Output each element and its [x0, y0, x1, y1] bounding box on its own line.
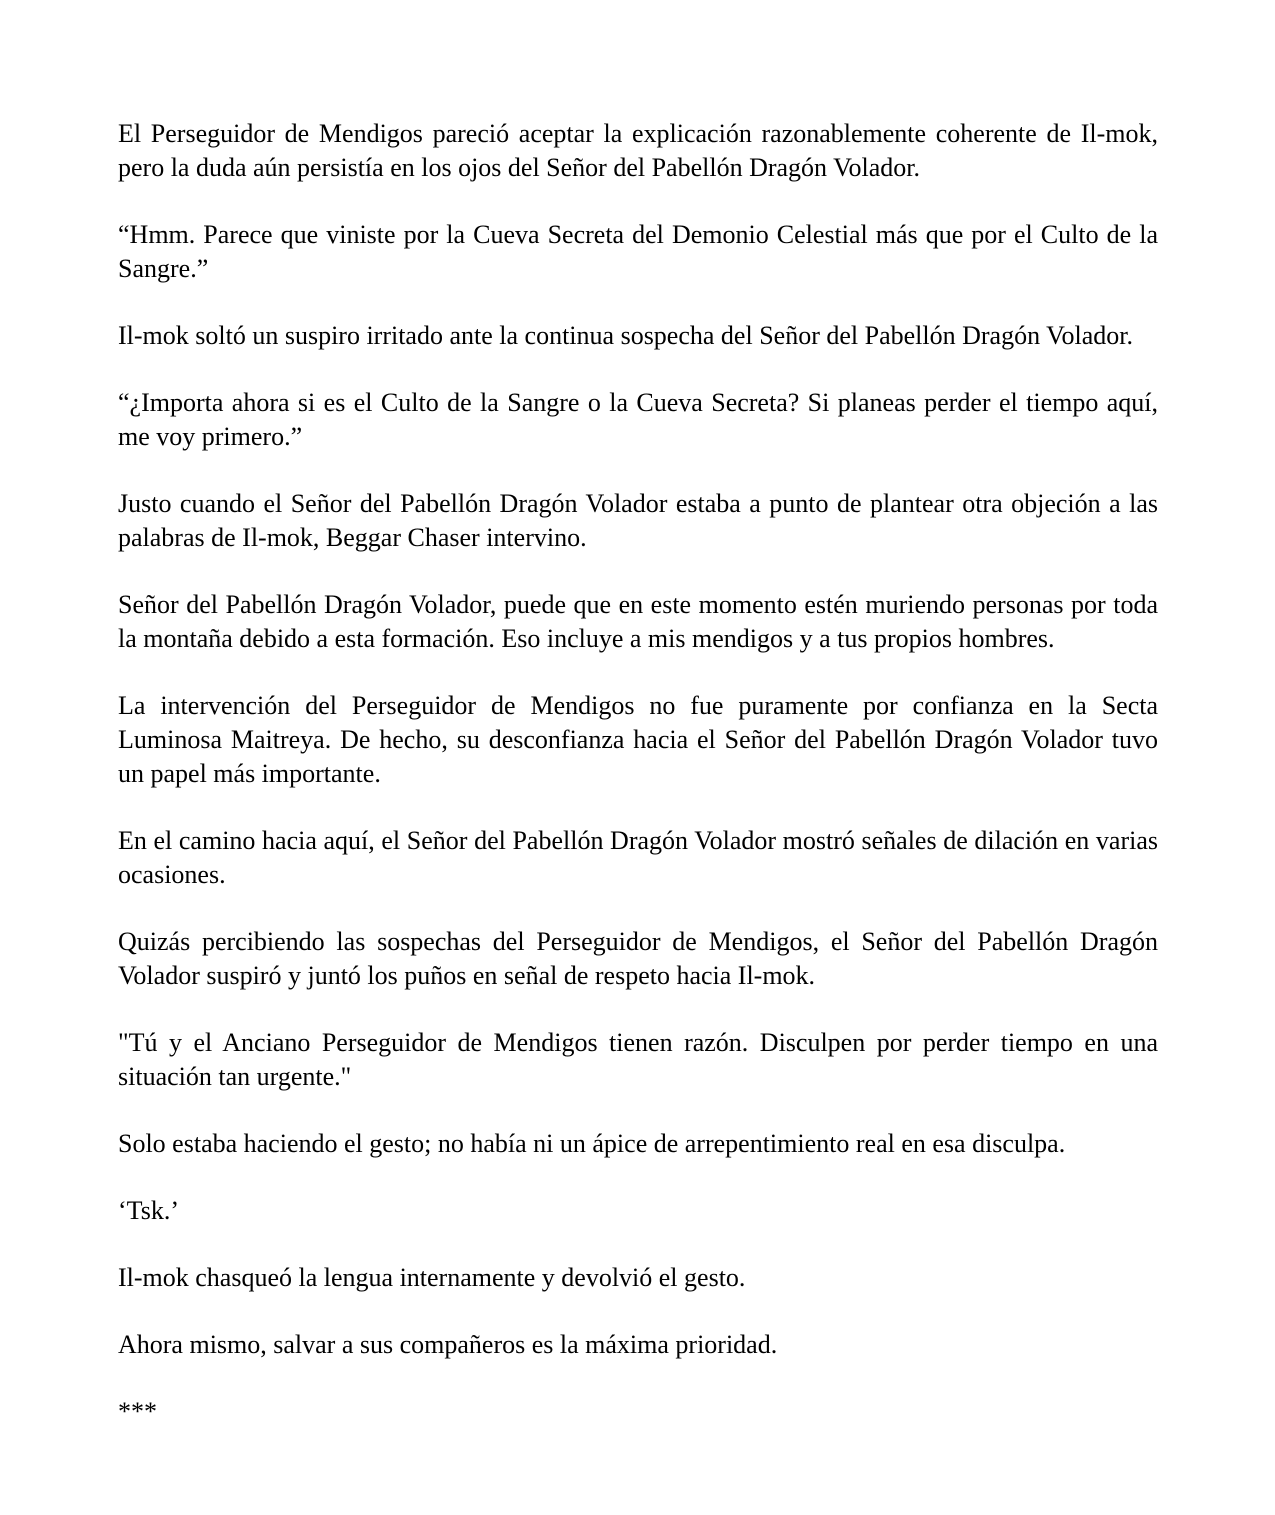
document-page [118, 117, 1158, 1462]
paragraph: El Perseguidor de Mendigos pareció aceptar la explicación razonablemente coherente de Il-mok, pero la duda aún persistía en los ojos del Señor del Pabellón Dragón Volador. [118, 119, 1158, 182]
paragraph: ‘Tsk.’ [118, 1196, 180, 1225]
paragraph: Ahora mismo, salvar a sus compañeros es la máxima prioridad. [118, 1330, 778, 1359]
paragraph: “¿Importa ahora si es el Culto de la Sangre o la Cueva Secreta? Si planeas perder el tiempo aquí, me voy primero.” [118, 388, 1158, 451]
paragraph: Señor del Pabellón Dragón Volador, puede que en este momento estén muriendo personas por toda la montaña debido a esta formación. Eso incluye a mis mendigos y a tus propios hombres. [118, 590, 1158, 653]
paragraph: Il-mok chasqueó la lengua internamente y devolvió el gesto. [118, 1263, 746, 1292]
paragraph: “Hmm. Parece que viniste por la Cueva Secreta del Demonio Celestial más que por el Culto de la Sangre.” [118, 220, 1158, 283]
paragraph: La intervención del Perseguidor de Mendigos no fue puramente por confianza en la Secta Luminosa Maitreya. De hecho, su desconfianza hacia el Señor del Pabellón Dragón Volador tuvo un papel más importante. [118, 691, 1158, 788]
paragraph: Justo cuando el Señor del Pabellón Dragón Volador estaba a punto de plantear otra objeción a las palabras de Il-mok, Beggar Chaser intervino. [118, 489, 1158, 552]
paragraph: Quizás percibiendo las sospechas del Perseguidor de Mendigos, el Señor del Pabellón Dragón Volador suspiró y juntó los puños en señal de respeto hacia Il-mok. [118, 927, 1158, 990]
paragraph: "Tú y el Anciano Perseguidor de Mendigos tienen razón. Disculpen por perder tiempo en una situación tan urgente." [118, 1028, 1158, 1091]
paragraph: Solo estaba haciendo el gesto; no había ni un ápice de arrepentimiento real en esa disculpa. [118, 1129, 1066, 1158]
section-separator: *** [118, 1397, 157, 1426]
paragraph: Il-mok soltó un suspiro irritado ante la continua sospecha del Señor del Pabellón Dragón Volador. [118, 321, 1134, 350]
paragraph: En el camino hacia aquí, el Señor del Pabellón Dragón Volador mostró señales de dilación en varias ocasiones. [118, 826, 1158, 889]
